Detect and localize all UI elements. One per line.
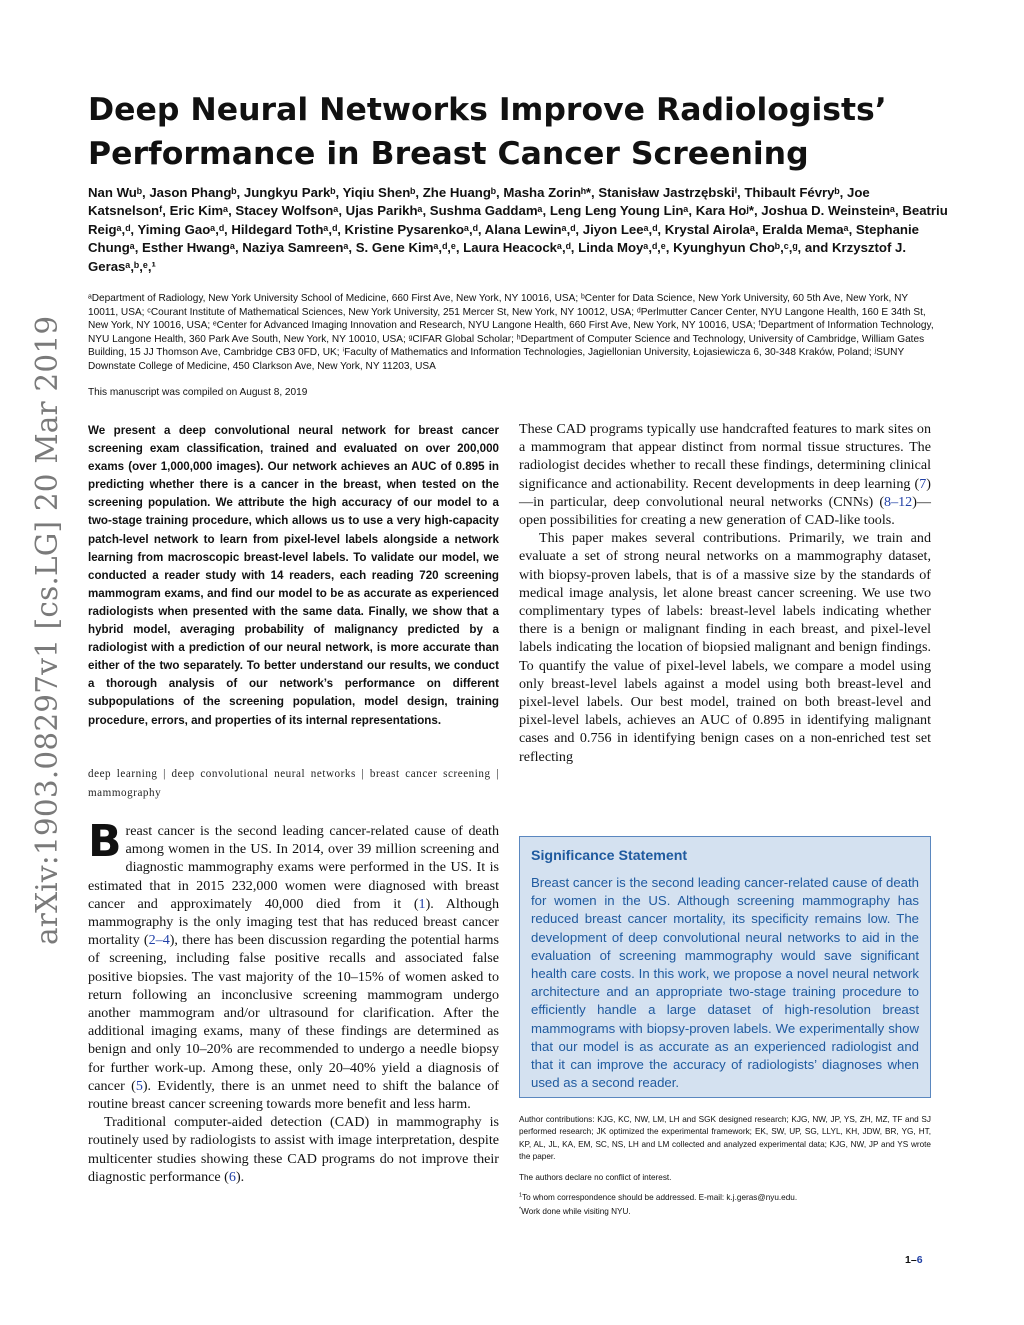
intro-text: ). (235, 1168, 245, 1185)
body-text: )—in particular, deep convolutional neural networks (CNNs) ( (519, 475, 931, 510)
compiled-note: This manuscript was compiled on August 8, 2019 (88, 387, 308, 398)
affiliations: ᵃDepartment of Radiology, New York University School of Medicine, 660 First Ave, New York, NY 10016, USA; ᵇCenter for Data Science, New York University, 60 5th Ave, New York, NY 10011, USA; ᶜCourant Institute of Mathematical Sciences, New York University, 251 Mercer St, New York, NY 10012, USA; ᵈPerlmutter Cancer Center, NYU Langone Health, 160 E 34th St, New York, NY 10016, USA; ᵉCenter for Advanced Imaging Innovation and Research, NYU Langone Health, 660 First Ave, New York, NY 10016, USA; ᶠDepartment of Information Technology, NYU Langone Health, 360 Park Ave South, New York, NY 10010, USA; ᵍCIFAR Global Scholar; ʰDepartment of Computer Science and Technology, University of Cambridge, William Gates Building, 15 JJ Thomson Ave, Cambridge CB3 0FD, UK; ⁱFaculty of Mathematics and Information Technologies, Jagiellonian University, Łojasiewicza 6, 30-348 Kraków, Poland; ʲSUNY Downstate College of Medicine, 450 Clarkson Ave, New York, NY 11203, USA (88, 293, 934, 372)
intro-text: ). Although mammography is the only imaging test that has reduced breast cancer mortality ( (88, 895, 499, 949)
citation-link[interactable]: 7 (919, 475, 927, 492)
body-text: )—open possibilities for creating a new generation of CAD-like tools. (519, 493, 931, 529)
drop-cap: B (88, 816, 122, 867)
visiting-note (519, 1206, 931, 1218)
right-paragraph-2: This paper makes several contributions. Primarily, we train and evaluate a set of strong neural networks on a mammography dataset, with biopsy-proven labels, that is of a massive size by the standards of medical image analysis, let alone breast cancer screening. We use two complimentary types of labels: breast-level labels indicating whether there is a benign or malignant finding in each breast, and pixel-level labels indicating the location of biopsied malignant and benign findings. To quantify the value of pixel-level labels, we compare a model using only breast-level labels against a model using both breast-level and pixel-level labels. Our best model, trained on both breast-level and pixel-level labels, achieves an AUC of 0.895 in identifying malignant cases and 0.756 in identifying benign cases on a non-enriched test set reflecting (519, 530, 931, 765)
correspondence-text: To whom correspondence should be addressed. E-mail: k.j.geras@nyu.edu. (522, 1193, 798, 1203)
intro-text: ). Evidently, there is an unmet need to shift the balance of routine breast cancer screening towards more benefit and less harm. (88, 1077, 500, 1113)
paper-title: Deep Neural Networks Improve Radiologists’ Performance in Breast Cancer Screening (88, 92, 887, 172)
arxiv-identifier-stamp: arXiv:1903.08297v1 [cs.LG] 20 Mar 2019 (30, 315, 64, 945)
introduction-right-column (519, 420, 931, 766)
author-list: Nan Wuᵇ, Jason Phangᵇ, Jungkyu Parkᵇ, Yiqiu Shenᵇ, Zhe Huangᵇ, Masha Zorinʰ*, Stanisław Jastrzębskiⁱ, Thibault Févryᵇ, Joe Katsnelsonᶠ, Eric Kimᵃ, Stacey Wolfsonᵃ, Ujas Parikhᵃ, Sushma Gaddamᵃ, Leng Leng Young Linᵃ, Kara Hoʲ*, Joshua D. Weinsteinᵃ, Beatriu Reigᵃ,ᵈ, Yiming Gaoᵃ,ᵈ, Hildegard Tothᵃ,ᵈ, Kristine Pysarenkoᵃ,ᵈ, Alana Lewinᵃ,ᵈ, Jiyon Leeᵃ,ᵈ, Krystal Airolaᵃ, Eralda Memaᵃ, Stephanie Chungᵃ, Esther Hwangᵃ, Naziya Samreenᵃ, S. Gene Kimᵃ,ᵈ,ᵉ, Laura Heacockᵃ,ᵈ, Linda Moyᵃ,ᵈ,ᵉ, Kyunghyun Choᵇ,ᶜ,ᵍ, and Krzysztof J. Gerasᵃ,ᵇ,ᵉ,¹ (88, 185, 948, 274)
footnote-mark: 1 (519, 1192, 523, 1199)
intro-text: Traditional computer-aided detection (CAD) in mammography is routinely used by radiologists to assist with image interpretation, despite multicenter studies showing these CAD programs do not improve their diagnostic performance ( (88, 1114, 499, 1185)
citation-link[interactable]: 2–4 (148, 932, 170, 949)
visiting-text: Work done while visiting NYU. (521, 1207, 631, 1217)
significance-title: Significance Statement (531, 848, 688, 864)
significance-body: Breast cancer is the second leading cancer-related cause of death for women in the US. Although screening mammography has reduced breast cancer mortality, its specificity remains low. The development of deep convolutional neural networks to aid in the evaluation of screening mammography would save significant health care costs. In this work, we propose a novel neural network architecture and an appropriate two-stage training procedure to efficiently handle a large dataset of high-resolution breast mammograms with biopsy-proven labels. We experimentally show that our model is as accurate as an experienced radiologist and that it can improve the accuracy of radiologists’ diagnoses when used as a second reader. (531, 875, 919, 1091)
citation-link[interactable]: 8–12 (884, 493, 913, 510)
intro-paragraph-1 (88, 816, 500, 1113)
footnotes (519, 1114, 931, 1227)
abstract: We present a deep convolutional neural network for breast cancer screening exam classification, trained and evaluated on over 200,000 exams (over 1,000,000 images). Our network achieves an AUC of 0.895 in predicting whether there is a cancer in the breast, when tested on the screening population. We attribute the high accuracy of our model to a two-stage training procedure, which allows us to use a very high-capacity patch-level network to learn from pixel-level labels alongside a network learning from macroscopic breast-level labels. To validate our model, we conducted a reader study with 14 readers, each reading 720 screening mammogram exams, and find our model to be as accurate as experienced radiologists when presented with the same data. Finally, we show that a hybrid model, averaging probability of malignancy predicted by a radiologist with a prediction of our neural network, is more accurate than either of the two separately. To better understand our results, we conduct a thorough analysis of our network’s performance on different subpopulations of the screening population, model design, training procedure, errors, and properties of its internal representations. (88, 424, 499, 727)
author-contributions: Author contributions: KJG, KC, NW, LM, LH and SGK designed research; KJG, NW, JP, YS, ZH, MZ, TF and SJ performed research; JK optimized the experimental framework; EK, SW, UP, SG, LLYL, KH, JDW, BR, YG, HT, KP, AL, JL, KA, EM, SC, NS, LH and LM collected and analyzed experimental data; KJG, NW, JP and YS wrote the paper. (519, 1115, 931, 1162)
citation-link[interactable]: 1 (418, 895, 426, 912)
correspondence-note (519, 1192, 931, 1204)
page-number (905, 1254, 923, 1266)
footnote-mark: * (519, 1206, 522, 1213)
right-paragraph-1 (519, 420, 931, 529)
keywords: deep learning | deep convolutional neural networks | breast cancer screening | mammography (88, 768, 499, 799)
page-current: 1 (905, 1254, 911, 1266)
significance-statement-box (519, 836, 931, 1098)
page-total-link[interactable]: 6 (916, 1254, 923, 1266)
intro-paragraph-2 (88, 1113, 499, 1186)
intro-text: ), there has been discussion regarding the potential harms of screening, including false positive recalls and associated false positive biopsies. The vast majority of the 10–15% of women asked to return following an inconclusive screening mammogram undergo another mammogram and/or ultrasound for clarification. After the additional imaging exams, many of these findings are determined as benign and only 10–20% are recommended to undergo a needle biopsy for further work-up. Among these, only 20–40% yield a diagnosis of cancer ( (88, 932, 499, 1094)
introduction-left-column (88, 816, 500, 1186)
citation-link[interactable]: 6 (228, 1168, 236, 1185)
intro-text: reast cancer is the second leading cancer-related cause of death among women in the US. In 2014, over 39 million screening and diagnostic mammography exams were performed in the US. It is estimated that in 2015 232,000 women were diagnosed with breast cancer and approximately 40,000 died from it ( (88, 823, 499, 912)
conflict-statement: The authors declare no conflict of interest. (519, 1172, 672, 1182)
citation-link[interactable]: 5 (135, 1077, 143, 1094)
page-separator: – (910, 1254, 917, 1266)
body-text: These CAD programs typically use handcrafted features to mark sites on a mammogram that appear distinct from normal tissue structures. The radiologist decides whether to recall these findings, determining clinical significance and actionability. Recent developments in deep learning ( (519, 421, 931, 492)
